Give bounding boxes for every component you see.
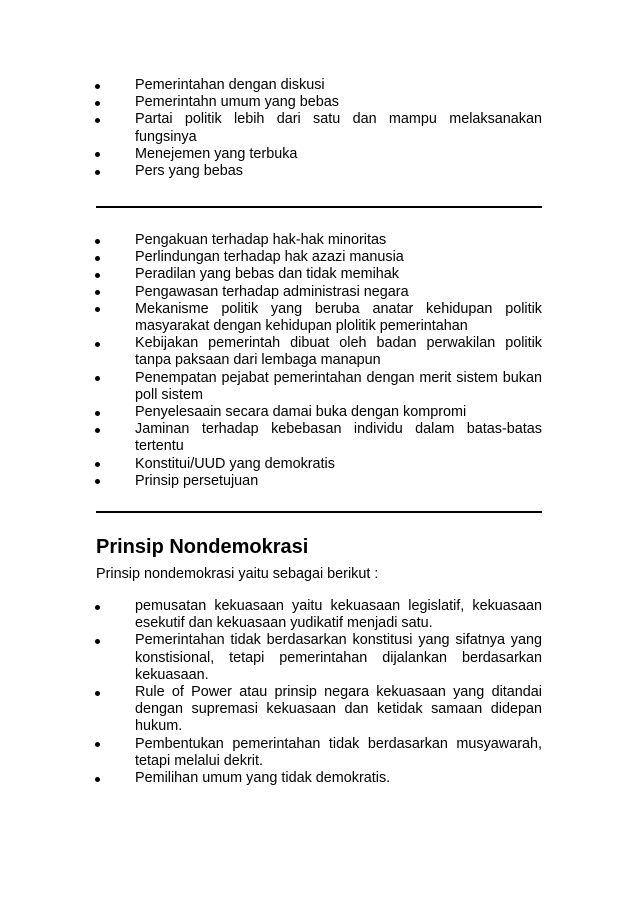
section-intro: Prinsip nondemokrasi yaitu sebagai berikut :: [96, 566, 379, 582]
list-item: Perlindungan terhadap hak azazi manusia: [110, 249, 542, 266]
section-heading: Prinsip Nondemokrasi: [96, 536, 309, 558]
list-item: Menejemen yang terbuka: [110, 146, 542, 163]
list-item: Pers yang bebas: [110, 163, 542, 180]
list-item: Jaminan terhadap kebebasan individu dalam batas-batas tertentu: [110, 421, 542, 455]
bullet-list-democracy-features: [110, 77, 542, 180]
list-item: Mekanisme politik yang beruba anatar kehidupan politik masyarakat dengan kehidupan plolitik pemerintahan: [110, 301, 542, 335]
list-item: Penyelesaain secara damai buka dengan kompromi: [110, 404, 542, 421]
list-item: Pengawasan terhadap administrasi negara: [110, 284, 542, 301]
list-item: Pemerintahan tidak berdasarkan konstitusi yang sifatnya yang konstisional, tetapi pemerintahan dijalankan berdasarkan kekuasaan.: [110, 632, 542, 684]
list-item: Konstitui/UUD yang demokratis: [110, 456, 542, 473]
list-item: Peradilan yang bebas dan tidak memihak: [110, 266, 542, 283]
horizontal-divider: [96, 206, 542, 208]
list-item: Partai politik lebih dari satu dan mampu melaksanakan fungsinya: [110, 111, 542, 145]
bullet-list-nondemocracy-principles: [110, 598, 542, 787]
bullet-list-democracy-principles: [110, 232, 542, 490]
list-item: Pembentukan pemerintahan tidak berdasarkan musyawarah, tetapi melalui dekrit.: [110, 736, 542, 770]
list-item: Kebijakan pemerintah dibuat oleh badan perwakilan politik tanpa paksaan dari lembaga manapun: [110, 335, 542, 369]
list-item: Rule of Power atau prinsip negara kekuasaan yang ditandai dengan supremasi kekuasaan dan ketidak samaan didepan hukum.: [110, 684, 542, 736]
list-item: Penempatan pejabat pemerintahan dengan merit sistem bukan poll sistem: [110, 370, 542, 404]
list-item: Pemerintahan dengan diskusi: [110, 77, 542, 94]
horizontal-divider: [96, 511, 542, 513]
list-item: pemusatan kekuasaan yaitu kekuasaan legislatif, kekuasaan esekutif dan kekuasaan yudikatif menjadi satu.: [110, 598, 542, 632]
list-item: Pengakuan terhadap hak-hak minoritas: [110, 232, 542, 249]
list-item: Pemerintahn umum yang bebas: [110, 94, 542, 111]
list-item: Prinsip persetujuan: [110, 473, 542, 490]
list-item: Pemilihan umum yang tidak demokratis.: [110, 770, 542, 787]
